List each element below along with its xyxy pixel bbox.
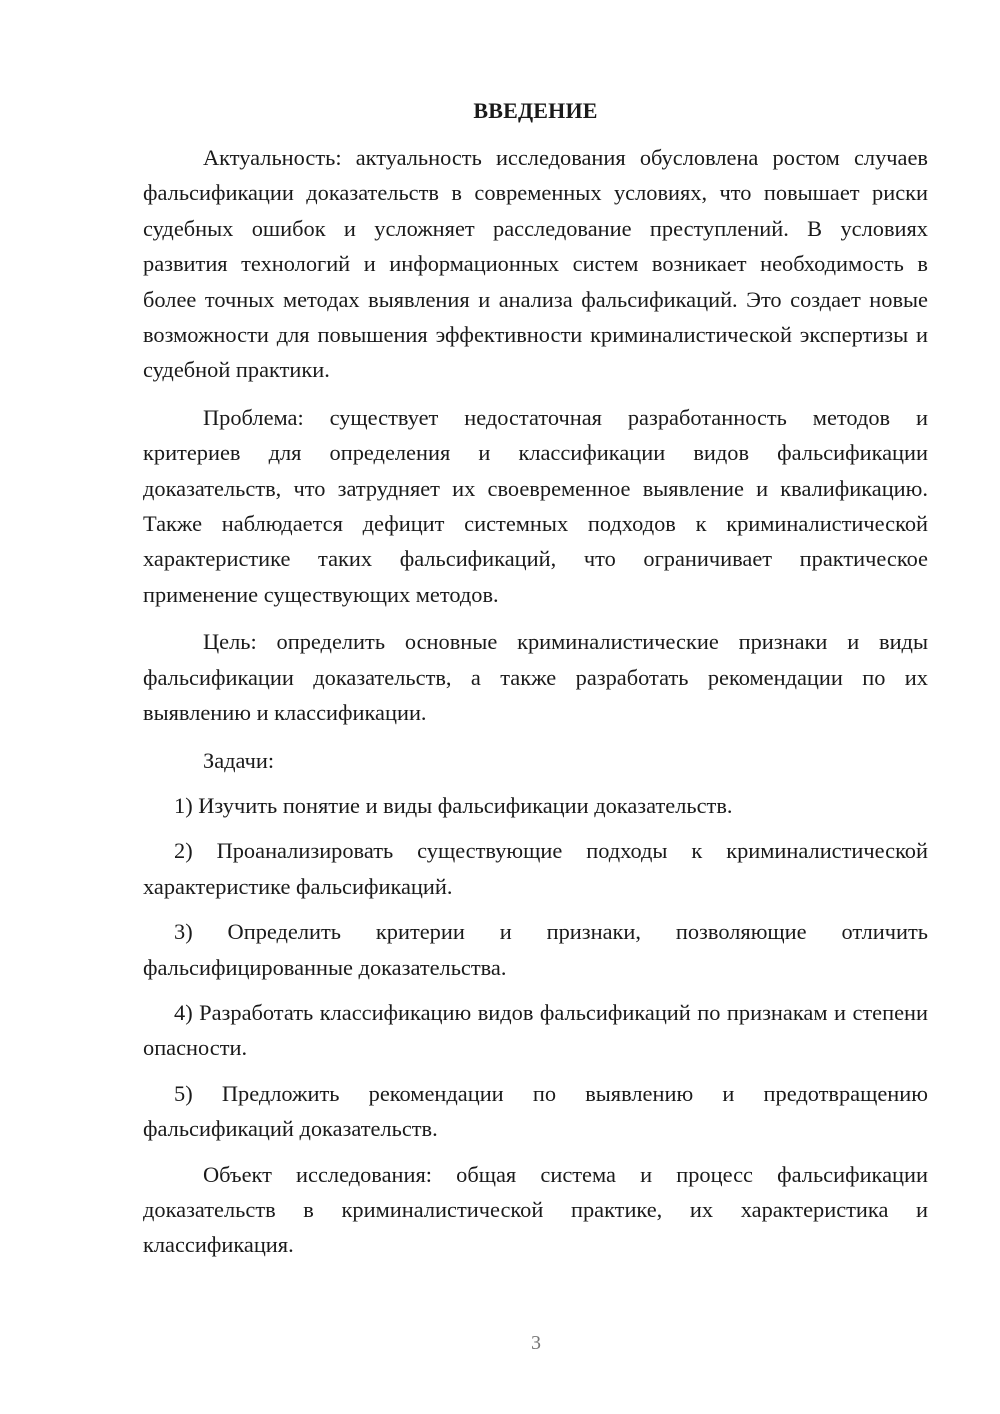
goal-paragraph: Цель: определить основные криминалистические признаки и виды фальсификации доказательств, а также разработать рекомендации по их выявлению и классификации. xyxy=(143,629,928,726)
relevance-paragraph: Актуальность: актуальность исследования обусловлена ростом случаев фальсификации доказательств в современных условиях, что повышает риски судебных ошибок и усложняет расследование преступлений. В условиях развития технологий и информационных систем возникает необходимость в более точных методах выявления и анализа фальсификаций. Это создает новые возможности для повышения эффективности криминалистической экспертизы и судебной практики. xyxy=(143,145,928,383)
problem-paragraph: Проблема: существует недостаточная разработанность методов и критериев для определения и классификации видов фальсификации доказательств, что затрудняет их своевременное выявление и квалификацию. Также наблюдается дефицит системных подходов к криминалистической характеристике таких фальсификаций, что ограничивает практическое применение существующих методов. xyxy=(143,404,928,607)
tasks-list xyxy=(143,788,928,1147)
task-item-2: 2) Проанализировать существующие подходы к криминалистической характеристике фальсификаций. xyxy=(143,838,928,899)
object-paragraph: Объект исследования: общая система и процесс фальсификации доказательств в криминалистической практике, их характеристика и классификация. xyxy=(143,1161,928,1258)
task-item-4: 4) Разработать классификацию видов фальсификаций по признакам и степени опасности. xyxy=(143,999,928,1061)
task-item-5: 5) Предложить рекомендации по выявлению и предотвращению фальсификаций доказательств. xyxy=(143,1080,928,1142)
tasks-label: Задачи: xyxy=(203,747,275,773)
page-number: 3 xyxy=(531,1332,541,1354)
section-heading: ВВЕДЕНИЕ xyxy=(473,98,598,123)
task-item-1: 1) Изучить понятие и виды фальсификации доказательств. xyxy=(174,792,733,818)
document-page xyxy=(143,96,928,1275)
task-item-3: 3) Определить критерии и признаки, позволяющие отличить фальсифицированные доказательства. xyxy=(143,919,928,980)
